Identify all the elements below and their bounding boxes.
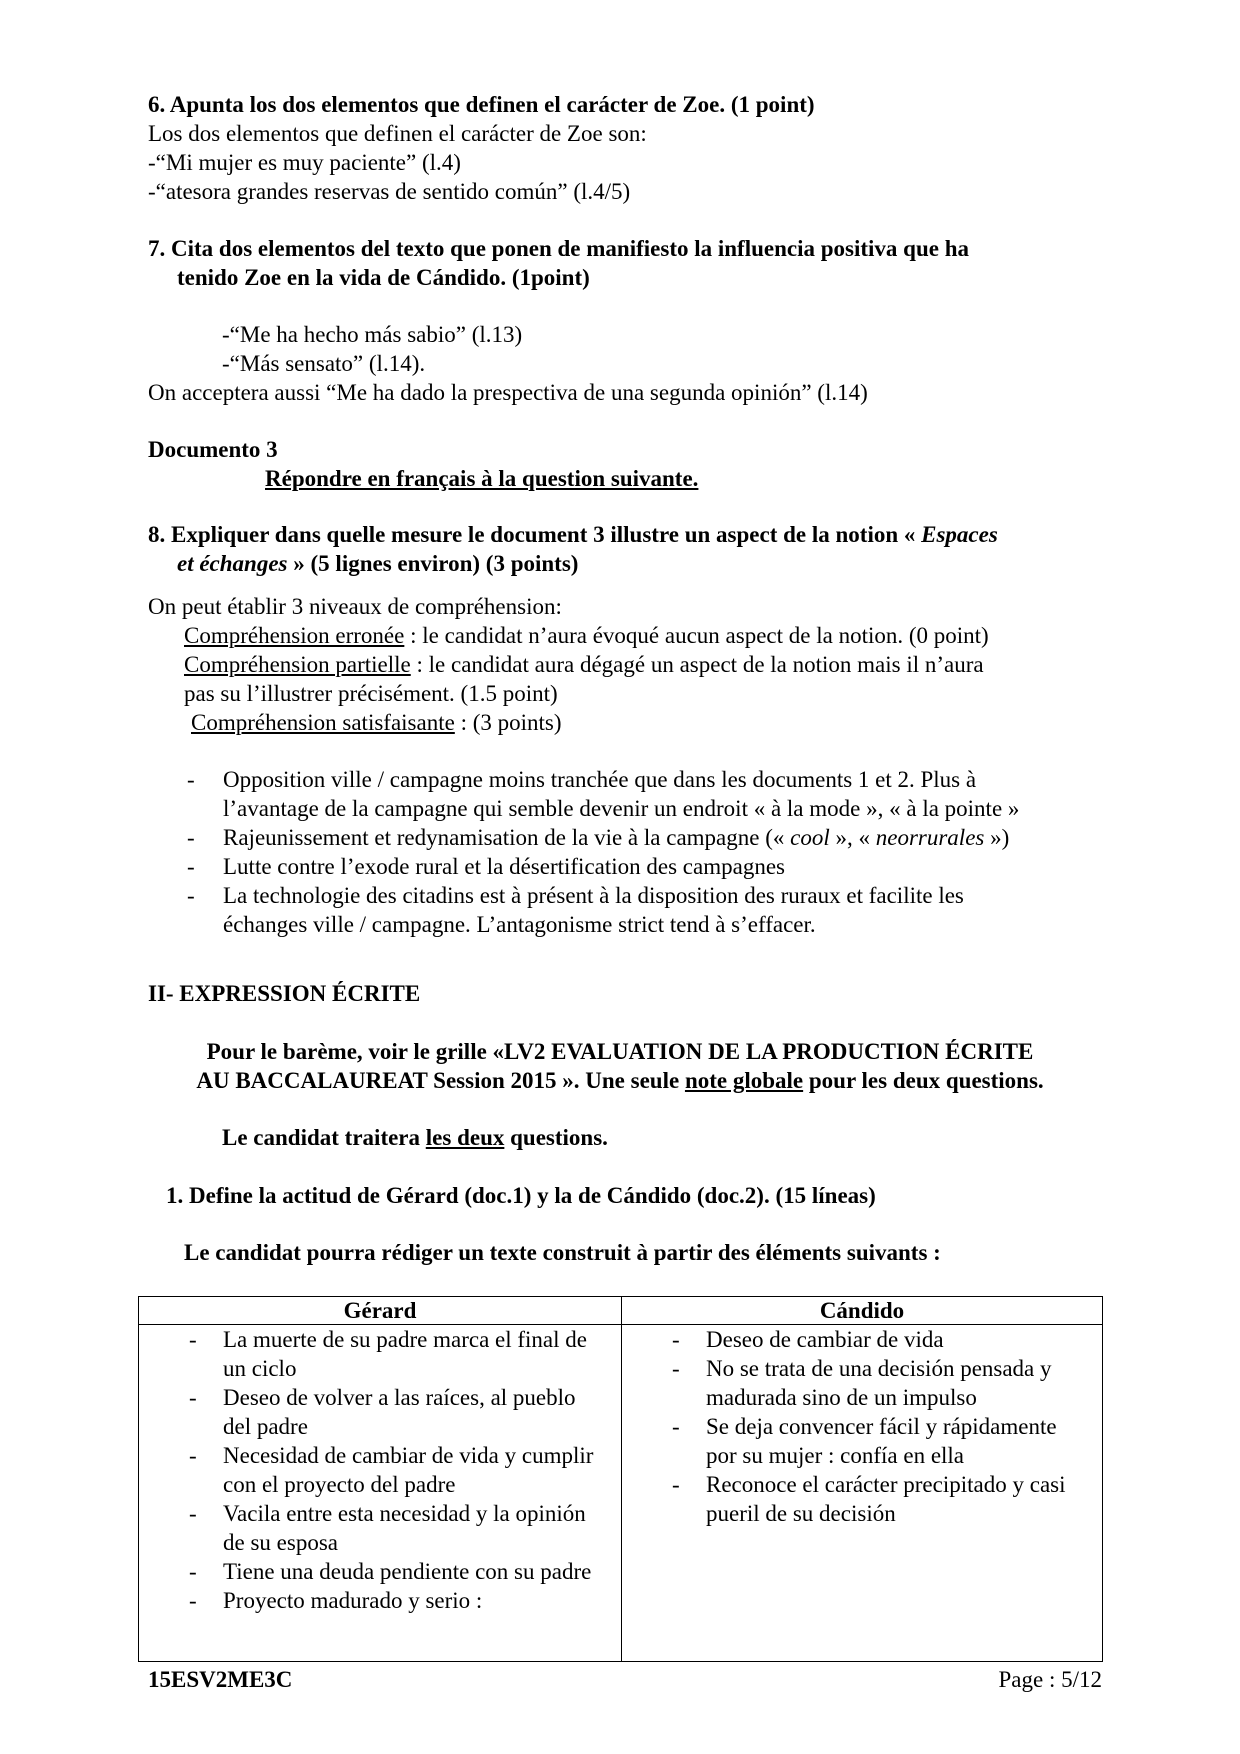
q8-bullet-1-line2: l’avantage de la campagne qui semble devenir un endroit « à la mode », « à la pointe » <box>223 796 1020 821</box>
table-header-gerard: Gérard <box>139 1297 622 1325</box>
table-cell-gerard <box>139 1325 622 1662</box>
q8-bullet-2-a: Rajeunissement et redynamisation de la vie à la campagne (« <box>223 825 791 850</box>
bareme-line1: Pour le barème, voir le grille «LV2 EVALUATION DE LA PRODUCTION ÉCRITE <box>206 1039 1034 1064</box>
q7-title-line1: 7. Cita dos elementos del texto que ponen de manifiesto la influencia positiva que ha <box>148 236 970 261</box>
table-cell-candido <box>622 1325 1103 1662</box>
q8-level-3-label: Compréhension satisfaisante <box>191 710 455 735</box>
traitera-b: questions. <box>504 1125 608 1150</box>
traitera-les-deux: les deux <box>425 1125 505 1150</box>
q7-title-punct: . (1point) <box>500 265 590 290</box>
traitera-line <box>222 1123 608 1152</box>
gerard-item: - Necesidad de cambiar de vida y cumplir con el proyecto del padre <box>139 1441 594 1499</box>
q8-level-2-cont: pas su l’illustrer précisément. (1.5 point) <box>184 681 558 706</box>
gerard-item: - Vacila entre esta necesidad y la opinión de su esposa <box>139 1499 594 1557</box>
q6-item-1: -“Mi mujer es muy paciente” (l.4) <box>148 150 461 175</box>
q8-level-1-text: : le candidat n’aura évoqué aucun aspect de la notion. (0 point) <box>404 623 989 648</box>
q7-item-2: -“Más sensato” (l.14). <box>222 351 426 376</box>
comparison-table <box>138 1296 1103 1662</box>
q7-title-text: tenido Zoe en la vida de Cándido <box>177 265 501 290</box>
q8-level-2 <box>184 650 984 679</box>
footer-code: 15ESV2ME3C <box>148 1667 293 1692</box>
q8-level-1 <box>184 621 989 650</box>
q8-bullet-2-em1: cool <box>790 825 830 850</box>
q8-bullet-dash-4: - <box>187 883 195 908</box>
gerard-item: - Tiene una deuda pendiente con su padre <box>139 1557 594 1586</box>
gerard-item: - Proyecto madurado y serio : <box>139 1586 594 1615</box>
q8-level-2-text: : le candidat aura dégagé un aspect de la notion mais il n’aura <box>410 652 984 677</box>
q8-bullet-dash-2: - <box>187 825 195 850</box>
doc3-heading: Documento 3 <box>148 437 278 462</box>
bareme-note-globale: note globale <box>684 1068 804 1093</box>
q8-intro: On peut établir 3 niveaux de compréhension: <box>148 594 562 619</box>
doc3-instruction: Répondre en français à la question suivante. <box>265 466 699 491</box>
bareme-line2-b: pour les deux questions. <box>803 1068 1044 1093</box>
q8-level-3 <box>191 708 562 737</box>
candido-item: - No se trata de una decisión pensada y madurada sino de un impulso <box>622 1354 1092 1412</box>
q8-bullet-1-line1: Opposition ville / campagne moins tranchée que dans les documents 1 et 2. Plus à <box>223 767 977 792</box>
q6-item-2: -“atesora grandes reservas de sentido común” (l.4/5) <box>148 179 631 204</box>
traitera-a: Le candidat traitera <box>222 1125 426 1150</box>
q8-bullet-2 <box>223 823 1009 852</box>
section2-pourra: Le candidat pourra rédiger un texte construit à partir des éléments suivants : <box>184 1240 941 1265</box>
q8-title-b: » (5 lignes environ) (3 points) <box>287 551 579 576</box>
q7-item-1: -“Me ha hecho más sabio” (l.13) <box>222 322 523 347</box>
q8-title-line2 <box>177 549 578 578</box>
q8-title-line1 <box>148 520 998 549</box>
q6-intro: Los dos elementos que definen el carácter de Zoe son: <box>148 121 647 146</box>
q8-bullet-2-c: ») <box>984 825 1010 850</box>
section2-heading: II- EXPRESSION ÉCRITE <box>148 981 421 1006</box>
section2-q1: 1. Define la actitud de Gérard (doc.1) y la de Cándido (doc.2). (15 líneas) <box>166 1183 876 1208</box>
q7-accept: On acceptera aussi “Me ha dado la prespectiva de una segunda opinión” (l.14) <box>148 380 868 405</box>
q8-bullet-2-b: », « <box>829 825 876 850</box>
q8-bullet-4-line2: échanges ville / campagne. L’antagonisme strict tend à s’effacer. <box>223 912 816 937</box>
q7-title-line2 <box>177 263 590 292</box>
footer-page: Page : 5/12 <box>998 1667 1102 1692</box>
candido-item: - Se deja convencer fácil y rápidamente por su mujer : confía en ella <box>622 1412 1092 1470</box>
q8-bullet-3: Lutte contre l’exode rural et la désertification des campagnes <box>223 854 785 879</box>
q8-level-2-label: Compréhension partielle <box>184 652 411 677</box>
q6-title: 6. Apunta los dos elementos que definen el carácter de Zoe. (1 point) <box>148 92 815 117</box>
bareme-line2 <box>0 1066 1240 1095</box>
bareme-line2-a: AU BACCALAUREAT Session 2015 ». Une seule <box>196 1068 685 1093</box>
gerard-item: - Deseo de volver a las raíces, al pueblo del padre <box>139 1383 594 1441</box>
q8-level-3-text: : (3 points) <box>454 710 562 735</box>
q8-title-a: 8. Expliquer dans quelle mesure le document 3 illustre un aspect de la notion « <box>148 522 922 547</box>
q8-title-em2: et échanges <box>177 551 288 576</box>
q8-level-1-label: Compréhension erronée <box>184 623 405 648</box>
q8-title-em: Espaces <box>921 522 998 547</box>
q8-bullet-dash-3: - <box>187 854 195 879</box>
q8-bullet-2-em2: neorrurales <box>875 825 985 850</box>
candido-item: - Reconoce el carácter precipitado y casi pueril de su decisión <box>622 1470 1092 1528</box>
table-header-candido: Cándido <box>622 1297 1103 1325</box>
gerard-item: - La muerte de su padre marca el final de un ciclo <box>139 1325 594 1383</box>
q8-bullet-dash-1: - <box>187 767 195 792</box>
candido-item: - Deseo de cambiar de vida <box>622 1325 1092 1354</box>
q8-bullet-4-line1: La technologie des citadins est à présent à la disposition des ruraux et facilite les <box>223 883 964 908</box>
